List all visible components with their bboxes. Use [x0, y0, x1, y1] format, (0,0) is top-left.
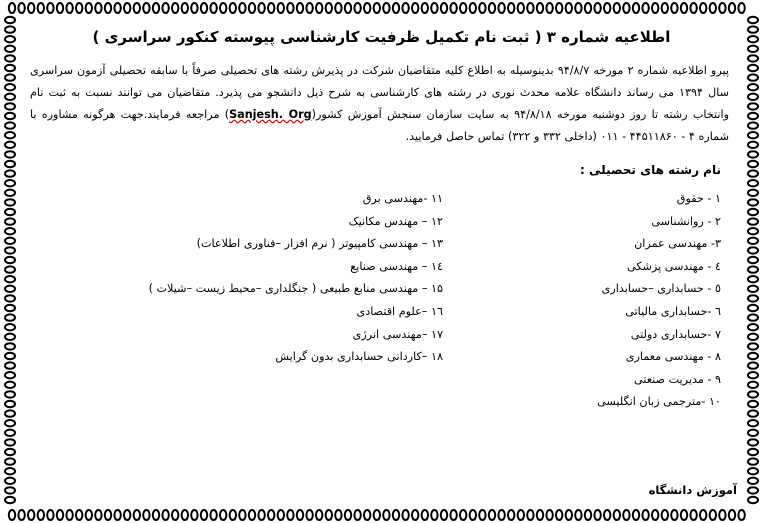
border-ring	[5, 26, 15, 32]
border-ring	[86, 510, 92, 520]
border-ring	[5, 170, 15, 176]
border-ring	[345, 3, 351, 13]
border-ring	[748, 314, 758, 320]
border-ring	[5, 65, 15, 71]
border-ring	[748, 295, 758, 301]
footer-signature: آموزش دانشگاه	[648, 483, 737, 497]
border-ring	[748, 132, 758, 138]
border-ring	[5, 46, 15, 52]
border-ring	[5, 190, 15, 196]
border-ring	[57, 3, 63, 13]
border-ring	[5, 180, 15, 186]
border-ring	[652, 510, 658, 520]
border-ring	[268, 3, 274, 13]
border-ring	[5, 218, 15, 224]
field-item: ۱۱ -مهندسی برق	[362, 192, 443, 205]
border-ring	[5, 372, 15, 378]
field-item: ٥ - حسابداری –حسابداری	[601, 282, 721, 296]
border-ring	[5, 103, 15, 109]
border-ring	[748, 228, 758, 234]
border-ring	[460, 510, 466, 520]
border-ring	[441, 510, 447, 520]
field-item: ۱۲ – مهندس مکانیک	[348, 214, 443, 228]
fields-column-left	[123, 188, 443, 369]
border-ring	[450, 510, 456, 520]
border-ring	[210, 510, 216, 520]
border-ring	[450, 3, 456, 13]
border-ring	[105, 510, 111, 520]
border-ring	[566, 510, 572, 520]
border-ring	[297, 510, 303, 520]
border-ring	[5, 84, 15, 90]
paragraph-part-1: پیرو اطلاعیه شماره ۲ مورخه ۹۴/۸/۷ بدینوسیله به اطلاع کلیه متقاضیان شرکت در پذیرش رشته های تحصیلی صرفاً با سابقه تحصیلی آزمون سراسری سال ۱۳۹۴ می رساند دانشگاه علامه محدث نوری در رشته های کارشناسی به شرح ذیل دانشجو می پذیرد. متقاضیان می توانند نسبت به ثبت نام وانتخاب رشته تا روز دوشنبه مورخه ۹۴/۸/۱۸ به سایت سازمان سنجش آموزش کشور(	[30, 64, 730, 121]
border-ring	[748, 430, 758, 436]
border-ring	[5, 36, 15, 42]
border-ring	[5, 314, 15, 320]
border-ring	[210, 3, 216, 13]
border-ring	[18, 3, 24, 13]
border-ring	[470, 3, 476, 13]
border-ring	[594, 3, 600, 13]
announcement-paragraph	[30, 60, 729, 148]
border-ring	[748, 218, 758, 224]
field-item: ٤ - مهندسی پزشکی	[627, 259, 721, 273]
border-ring	[623, 510, 629, 520]
border-ring	[28, 510, 34, 520]
border-ring	[57, 510, 63, 520]
border-ring	[623, 3, 629, 13]
border-ring	[748, 420, 758, 426]
border-ring	[306, 510, 312, 520]
field-item: ۱۷ –مهندسی انرژی	[352, 327, 443, 341]
border-ring	[748, 257, 758, 263]
border-ring	[642, 510, 648, 520]
field-item: ۲ - روانشناسی	[651, 214, 721, 228]
border-ring	[748, 170, 758, 176]
border-ring	[518, 3, 524, 13]
border-ring	[134, 3, 140, 13]
border-ring	[5, 113, 15, 119]
border-ring	[220, 510, 226, 520]
field-item: ۱۳ – مهندسی کامپیوتر ( نرم افزار –فناوری اطلاعات)	[196, 237, 443, 251]
border-ring	[182, 3, 188, 13]
border-ring	[748, 372, 758, 378]
border-ring	[5, 228, 15, 234]
border-ring	[527, 3, 533, 13]
border-ring	[748, 497, 758, 503]
border-ring	[5, 391, 15, 397]
border-ring	[748, 122, 758, 128]
border-ring	[287, 510, 293, 520]
field-item: ۱۰ -مترجمی زبان انگلیسی	[597, 395, 721, 409]
field-item: ۱۵ – مهندسی منابع طبیعی ( جنگلداری –محیط زیست –شیلات )	[148, 282, 443, 296]
border-ring	[5, 334, 15, 340]
border-ring	[518, 510, 524, 520]
paragraph-part-2: ) مراجعه فرمایند.جهت هرگونه مشاوره با شماره ۴ - ۴۴۵۱۱۸۶۰ - ۰۱۱ (داخلی ۳۳۲ و ۳۲۲) تماس حاصل فرمایید.	[30, 108, 729, 143]
fields-column-right	[551, 188, 721, 414]
border-ring	[172, 3, 178, 13]
border-ring	[239, 510, 245, 520]
border-ring	[748, 190, 758, 196]
field-item: ٦ -حسابداری مالیاتی	[625, 304, 721, 318]
border-ring	[556, 510, 562, 520]
fields-heading: نام رشته های تحصیلی :	[580, 163, 721, 177]
border-ring	[604, 510, 610, 520]
border-ring	[297, 3, 303, 13]
border-ring	[748, 324, 758, 330]
border-ring	[508, 3, 514, 13]
border-ring	[114, 3, 120, 13]
border-ring	[5, 468, 15, 474]
border-ring	[748, 36, 758, 42]
border-ring	[191, 510, 197, 520]
border-ring	[258, 510, 264, 520]
border-ring	[345, 510, 351, 520]
border-ring	[690, 510, 696, 520]
border-ring	[748, 103, 758, 109]
field-item: ١٤ – مهندسی صنایع	[350, 259, 443, 273]
border-ring	[479, 3, 485, 13]
border-ring	[738, 3, 744, 13]
border-ring	[5, 257, 15, 263]
border-ring	[278, 3, 284, 13]
border-ring	[422, 510, 428, 520]
border-ring	[364, 510, 370, 520]
border-ring	[662, 510, 668, 520]
border-ring	[5, 151, 15, 157]
border-ring	[5, 142, 15, 148]
border-ring	[748, 247, 758, 253]
border-ring	[690, 3, 696, 13]
announcement	[30, 24, 733, 504]
border-ring	[402, 3, 408, 13]
border-ring	[162, 510, 168, 520]
border-ring	[748, 334, 758, 340]
border-ring	[748, 391, 758, 397]
border-ring	[95, 3, 101, 13]
border-ring	[287, 3, 293, 13]
border-ring	[374, 510, 380, 520]
border-ring	[537, 510, 543, 520]
border-ring	[5, 55, 15, 61]
border-ring	[748, 439, 758, 445]
border-ring	[201, 510, 207, 520]
border-ring	[5, 161, 15, 167]
border-ring	[489, 510, 495, 520]
border-ring	[230, 510, 236, 520]
border-ring	[498, 510, 504, 520]
border-ring	[383, 3, 389, 13]
border-ring	[5, 343, 15, 349]
border-ring	[748, 180, 758, 186]
border-ring	[354, 3, 360, 13]
border-ring	[748, 238, 758, 244]
border-ring	[748, 209, 758, 215]
border-ring	[278, 510, 284, 520]
border-ring	[306, 3, 312, 13]
border-ring	[748, 84, 758, 90]
border-ring	[748, 266, 758, 272]
border-ring	[5, 295, 15, 301]
border-ring	[114, 510, 120, 520]
border-ring	[5, 276, 15, 282]
border-ring	[5, 458, 15, 464]
border-ring	[422, 3, 428, 13]
border-ring	[719, 3, 725, 13]
field-item: ۱ - حقوق	[676, 192, 721, 205]
border-ring	[614, 3, 620, 13]
border-ring	[470, 510, 476, 520]
border-ring	[546, 3, 552, 13]
border-ring	[441, 3, 447, 13]
border-ring	[729, 510, 735, 520]
border-ring	[604, 3, 610, 13]
border-ring	[5, 266, 15, 272]
border-ring	[5, 439, 15, 445]
border-ring	[748, 478, 758, 484]
border-ring	[556, 3, 562, 13]
field-item: ۷ -حسابداری دولتی	[630, 327, 721, 341]
border-ring	[18, 510, 24, 520]
border-ring	[5, 410, 15, 416]
border-ring	[5, 238, 15, 244]
field-item: ۱۸ –کاردانی حسابداری بدون گرایش	[275, 350, 443, 364]
border-ring	[162, 3, 168, 13]
border-ring	[719, 510, 725, 520]
border-ring	[748, 161, 758, 167]
border-ring	[748, 17, 758, 23]
border-ring	[5, 17, 15, 23]
border-ring	[748, 343, 758, 349]
field-item: ۸ - مهندسی معماری	[625, 350, 721, 364]
border-ring	[585, 3, 591, 13]
border-ring	[182, 510, 188, 520]
field-item: ۱٦ –علوم اقتصادی	[356, 304, 443, 318]
border-ring	[374, 3, 380, 13]
border-ring	[671, 3, 677, 13]
border-ring	[700, 3, 706, 13]
border-ring	[220, 3, 226, 13]
border-ring	[38, 510, 44, 520]
border-ring	[729, 3, 735, 13]
border-ring	[9, 510, 15, 520]
border-ring	[66, 3, 72, 13]
border-ring	[249, 3, 255, 13]
border-ring	[412, 3, 418, 13]
border-ring	[5, 449, 15, 455]
border-ring	[66, 510, 72, 520]
border-ring	[710, 510, 716, 520]
border-ring	[748, 410, 758, 416]
border-ring	[671, 510, 677, 520]
fields-list	[30, 188, 733, 438]
border-ring	[748, 362, 758, 368]
border-ring	[5, 487, 15, 493]
border-ring	[575, 510, 581, 520]
border-ring	[748, 65, 758, 71]
border-ring	[143, 3, 149, 13]
border-ring	[633, 3, 639, 13]
border-ring	[489, 3, 495, 13]
border-ring	[9, 3, 15, 13]
border-ring	[614, 510, 620, 520]
border-ring	[748, 401, 758, 407]
border-ring	[105, 3, 111, 13]
border-ring	[748, 74, 758, 80]
field-item: ۹ - مدیریت صنعتی	[634, 372, 721, 386]
border-ring	[364, 3, 370, 13]
border-ring	[38, 3, 44, 13]
border-ring	[748, 286, 758, 292]
border-ring	[5, 497, 15, 503]
border-ring	[143, 510, 149, 520]
border-ring	[249, 510, 255, 520]
border-ring	[383, 510, 389, 520]
border-ring	[153, 510, 159, 520]
border-ring	[5, 209, 15, 215]
border-ring	[5, 199, 15, 205]
border-ring	[124, 510, 130, 520]
border-ring	[748, 94, 758, 100]
border-ring	[5, 132, 15, 138]
border-ring	[748, 353, 758, 359]
border-ring	[460, 3, 466, 13]
border-ring	[748, 142, 758, 148]
border-ring	[393, 510, 399, 520]
border-ring	[748, 55, 758, 61]
border-ring	[412, 510, 418, 520]
border-ring	[191, 3, 197, 13]
border-ring	[431, 510, 437, 520]
border-ring	[566, 3, 572, 13]
border-ring	[748, 199, 758, 205]
border-ring	[76, 3, 82, 13]
border-ring	[172, 510, 178, 520]
border-ring	[258, 3, 264, 13]
border-ring	[134, 510, 140, 520]
border-ring	[354, 510, 360, 520]
border-ring	[5, 430, 15, 436]
border-ring	[527, 510, 533, 520]
border-ring	[326, 3, 332, 13]
border-ring	[402, 510, 408, 520]
border-ring	[268, 510, 274, 520]
border-ring	[748, 458, 758, 464]
border-ring	[748, 468, 758, 474]
border-ring	[201, 3, 207, 13]
border-ring	[5, 401, 15, 407]
border-ring	[316, 510, 322, 520]
border-ring	[393, 3, 399, 13]
border-ring	[239, 3, 245, 13]
border-ring	[326, 510, 332, 520]
border-ring	[335, 510, 341, 520]
border-ring	[748, 487, 758, 493]
border-ring	[748, 305, 758, 311]
border-ring	[5, 247, 15, 253]
border-ring	[594, 510, 600, 520]
border-ring	[5, 305, 15, 311]
border-ring	[652, 3, 658, 13]
border-ring	[5, 324, 15, 330]
border-ring	[47, 510, 53, 520]
border-ring	[546, 510, 552, 520]
border-ring	[748, 113, 758, 119]
border-ring	[642, 3, 648, 13]
border-ring	[5, 353, 15, 359]
border-ring	[335, 3, 341, 13]
border-ring	[748, 382, 758, 388]
border-ring	[498, 3, 504, 13]
border-ring	[479, 510, 485, 520]
border-ring	[700, 510, 706, 520]
border-ring	[585, 510, 591, 520]
border-ring	[5, 94, 15, 100]
border-ring	[5, 362, 15, 368]
border-ring	[5, 478, 15, 484]
border-ring	[662, 3, 668, 13]
border-ring	[230, 3, 236, 13]
border-ring	[5, 286, 15, 292]
sanjesh-link-text: Sanjesh. Org	[229, 108, 312, 121]
border-ring	[47, 3, 53, 13]
border-ring	[633, 510, 639, 520]
border-ring	[748, 276, 758, 282]
border-ring	[28, 3, 34, 13]
border-ring	[316, 3, 322, 13]
border-ring	[710, 3, 716, 13]
border-ring	[86, 3, 92, 13]
border-ring	[5, 74, 15, 80]
border-ring	[153, 3, 159, 13]
border-ring	[575, 3, 581, 13]
border-ring	[537, 3, 543, 13]
border-ring	[681, 510, 687, 520]
border-ring	[508, 510, 514, 520]
border-ring	[95, 510, 101, 520]
field-item: ۳- مهندسی عمران	[634, 237, 721, 251]
border-ring	[748, 26, 758, 32]
announcement-title: اطلاعیه شماره ۳ ( ثبت نام تکمیل ظرفیت کارشناسی پیوسته کنکور سراسری )	[92, 28, 671, 46]
border-ring	[748, 46, 758, 52]
border-ring	[681, 3, 687, 13]
border-ring	[5, 382, 15, 388]
border-ring	[431, 3, 437, 13]
border-ring	[748, 151, 758, 157]
border-ring	[738, 510, 744, 520]
border-ring	[5, 122, 15, 128]
border-ring	[748, 449, 758, 455]
border-ring	[124, 3, 130, 13]
border-ring	[76, 510, 82, 520]
border-ring	[5, 420, 15, 426]
